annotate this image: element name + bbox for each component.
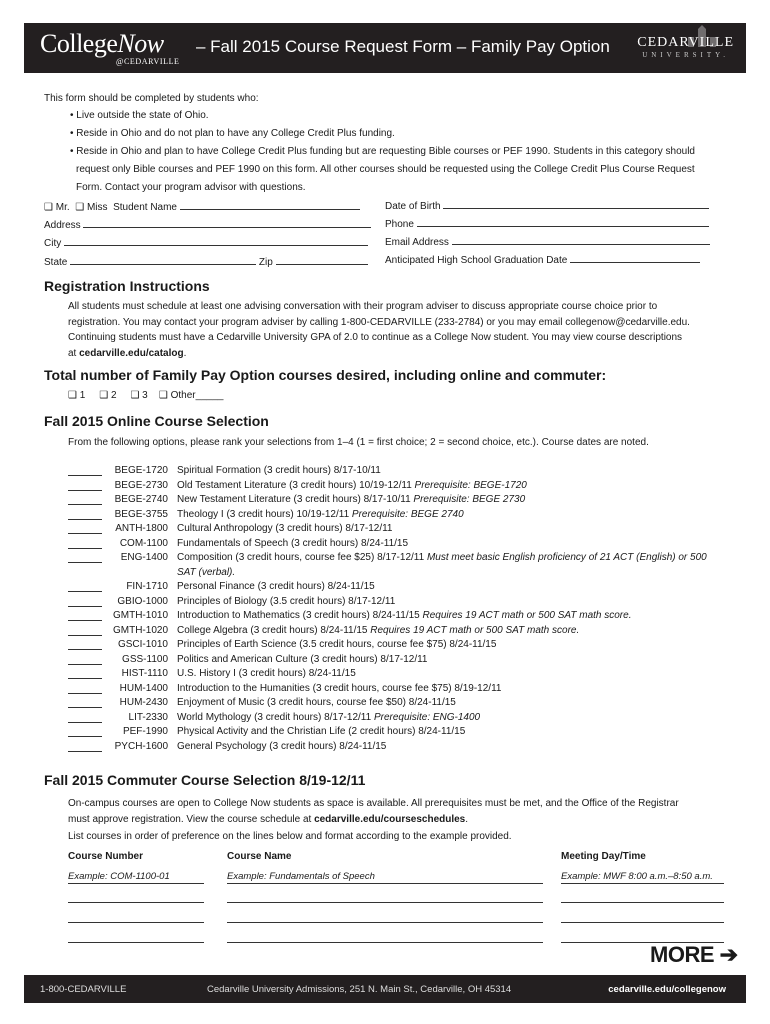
course-description: Physical Activity and the Christian Life (2 credit hours) 8/24-11/15 (177, 726, 466, 737)
state-field[interactable] (70, 256, 256, 265)
option-2-checkbox[interactable]: ❑ 2 (99, 390, 117, 401)
logo-college-text: College (40, 29, 118, 58)
mr-checkbox[interactable]: ❑ Mr. (44, 202, 70, 213)
course-code: FIN-1710 (126, 581, 168, 592)
course-code: HUM-1400 (119, 682, 168, 694)
student-name-field[interactable] (180, 201, 360, 210)
online-heading: Fall 2015 Online Course Selection (44, 413, 269, 429)
commuter-line-1: On-campus courses are open to College Now students as space is available. All prerequisites must be met, and the Office of the Registrar (68, 798, 679, 809)
city-field[interactable] (64, 237, 368, 246)
commuter-heading: Fall 2015 Commuter Course Selection 8/19-12/11 (44, 772, 366, 788)
course-code: BEGE-3755 (114, 508, 168, 520)
course-description: New Testament Literature (3 credit hours) 8/17-10/11 (177, 494, 411, 505)
meeting-time-line-2[interactable] (561, 922, 724, 923)
course-description: Principles of Biology (3.5 credit hours) 8/17-12/11 (177, 595, 396, 607)
course-row (68, 509, 728, 523)
course-description: Cultural Anthropology (3 credit hours) 8/17-12/11 (177, 523, 393, 534)
course-number-line-3[interactable] (68, 942, 204, 943)
intro-bullet-3-cont-2: Form. Contact your program advisor with questions. (76, 182, 306, 193)
example-course-number: Example: COM-1100-01 (68, 871, 170, 882)
option-other-checkbox[interactable]: ❑ Other_____ (158, 390, 224, 401)
intro-lead: This form should be completed by students who: (44, 93, 259, 104)
total-courses-heading: Total number of Family Pay Option courses desired, including online and commuter: (44, 367, 607, 383)
zip-label: Zip (258, 257, 273, 268)
phone-label: Phone (385, 219, 414, 230)
meeting-time-line-1[interactable] (561, 902, 724, 903)
course-description: Personal Finance (3 credit hours) 8/24-11/15 (177, 581, 375, 592)
course-code: BEGE-1720 (114, 465, 168, 476)
course-description: Old Testament Literature (3 credit hours) 10/19-12/11 (177, 479, 412, 491)
eng-note-continuation: SAT (verbal). (177, 566, 236, 578)
course-description: College Algebra (3 credit hours) 8/24-11/15 (177, 624, 368, 636)
email-label: Email Address (385, 237, 449, 248)
cu-name-text: CEDARVILLE (637, 35, 734, 50)
course-description: Spiritual Formation (3 credit hours) 8/17-10/11 (177, 465, 381, 476)
name-row (44, 201, 360, 213)
course-number-line-2[interactable] (68, 922, 204, 923)
registration-line-1: All students must schedule at least one advising conversation with their program adviser to discuss appropriate course choice prior to (68, 301, 658, 312)
phone-row (385, 218, 709, 230)
course-name-header: Course Name (227, 851, 292, 862)
course-code: PYCH-1600 (114, 740, 168, 752)
course-row (68, 596, 728, 610)
email-field[interactable] (452, 236, 710, 245)
miss-checkbox[interactable]: ❑ Miss (75, 202, 108, 213)
course-note: Must meet basic English proficiency of 21 ACT (English) or 500 (426, 552, 707, 563)
registration-line-4-pre: at (68, 347, 80, 359)
course-row (68, 480, 728, 494)
course-schedules-link[interactable]: cedarville.edu/courseschedules (314, 813, 466, 825)
course-row (68, 465, 728, 479)
grad-date-row (385, 254, 700, 266)
course-row (68, 625, 728, 639)
course-description: Introduction to the Humanities (3 credit hours, course fee $75) 8/19-12/11 (177, 682, 502, 694)
city-row (44, 237, 368, 249)
example-meeting-underline (561, 883, 724, 884)
intro-bullet-2: • Reside in Ohio and do not plan to have any College Credit Plus funding. (70, 128, 395, 139)
course-code: HUM-2430 (119, 697, 168, 708)
footer-bar (24, 975, 746, 1003)
registration-paragraph (68, 299, 728, 361)
course-code: GSS-1100 (122, 653, 168, 665)
course-row (68, 712, 728, 726)
grad-date-label: Anticipated High School Graduation Date (385, 255, 568, 266)
intro-bullet-1: • Live outside the state of Ohio. (70, 110, 209, 121)
state-zip-row (44, 256, 368, 268)
course-name-line-2[interactable] (227, 922, 543, 923)
course-code: GMTH-1020 (112, 624, 168, 636)
option-3-checkbox[interactable]: ❑ 3 (130, 390, 148, 401)
intro-bullet-3: • Reside in Ohio and plan to have College Credit Plus funding but are requesting Bible courses or PEF 1990. Students in this category should (70, 146, 695, 157)
commuter-line-2-pre: must approve registration. View the course schedule at (68, 813, 315, 825)
header-bar (24, 23, 746, 73)
course-code: GBIO-1000 (117, 595, 168, 607)
course-code: PEF-1990 (122, 726, 168, 737)
course-code: LIT-2330 (128, 711, 168, 723)
example-course-name: Example: Fundamentals of Speech (227, 871, 375, 882)
course-code: COM-1100 (119, 537, 168, 549)
course-description: World Mythology (3 credit hours) 8/17-12/11 (177, 711, 372, 723)
course-description: Principles of Earth Science (3.5 credit hours, course fee $75) 8/24-11/15 (177, 639, 497, 650)
course-note: Requires 19 ACT math or 500 SAT math score. (422, 610, 632, 621)
address-label: Address (44, 220, 81, 231)
course-note: Prerequisite: BEGE-1720 (414, 479, 527, 491)
cu-sub-text: UNIVERSITY. (642, 51, 730, 59)
course-description: General Psychology (3 credit hours) 8/24-11/15 (177, 740, 387, 752)
cedarville-university-logo (637, 35, 734, 59)
state-label: State (44, 257, 68, 268)
course-description: Introduction to Mathematics (3 credit hours) 8/24-11/15 (177, 610, 420, 621)
course-description: Enjoyment of Music (3 credit hours, course fee $50) 8/24-11/15 (177, 697, 456, 708)
footer-phone: 1-800-CEDARVILLE (40, 984, 127, 995)
form-title: – Fall 2015 Course Request Form – Family Pay Option (196, 37, 610, 56)
course-note: Requires 19 ACT math or 500 SAT math score. (370, 624, 580, 636)
college-now-logo (40, 31, 190, 67)
course-row (68, 683, 728, 697)
dob-row (385, 200, 709, 212)
course-description: U.S. History I (3 credit hours) 8/24-11/15 (177, 668, 356, 679)
dob-field[interactable] (443, 200, 709, 209)
course-row (68, 494, 728, 508)
dob-label: Date of Birth (385, 201, 441, 212)
meeting-time-header: Meeting Day/Time (561, 851, 646, 862)
course-number-header: Course Number (68, 851, 144, 862)
course-code: GMTH-1010 (112, 610, 168, 621)
intro-bullet-3-cont-1: request only Bible courses and PEF 1990 on this form. All other courses should be requested using the College Credit Plus Course Request (76, 164, 695, 175)
course-row (68, 741, 728, 755)
commuter-line-2-post: . (465, 813, 469, 825)
catalog-link[interactable]: cedarville.edu/catalog (79, 347, 184, 359)
course-note: Prerequisite: BEGE 2730 (413, 494, 526, 505)
course-row (68, 654, 728, 668)
course-row (68, 639, 728, 653)
phone-field[interactable] (417, 218, 709, 227)
example-meeting-time: Example: MWF 8:00 a.m.–8:50 a.m. (561, 871, 713, 882)
registration-line-2: registration. You may contact your program adviser by calling 1-800-CEDARVILLE (233-2784) or you may email collegenow@cedarville.edu. (68, 316, 690, 328)
course-row (68, 538, 728, 552)
course-row (68, 552, 728, 566)
option-1-checkbox[interactable]: ❑ 1 (68, 390, 86, 401)
commuter-paragraph (68, 796, 728, 827)
commuter-line-3: List courses in order of preference on the lines below and format according to the example provided. (68, 831, 512, 842)
course-description: Theology I (3 credit hours) 10/19-12/11 (177, 508, 350, 520)
city-label: City (44, 238, 62, 249)
address-row (44, 219, 371, 231)
course-row (68, 610, 728, 624)
course-number-line-1[interactable] (68, 902, 204, 903)
course-name-line-3[interactable] (227, 942, 543, 943)
course-row (68, 668, 728, 682)
course-code: BEGE-2740 (114, 494, 168, 505)
course-code: ENG-1400 (120, 552, 168, 563)
course-row (68, 523, 728, 537)
course-description: Composition (3 credit hours, course fee $25) 8/17-12/11 (177, 552, 425, 563)
registration-line-4-post: . (183, 347, 187, 359)
logo-sub-text: @CEDARVILLE (116, 57, 180, 66)
course-code: ANTH-1800 (115, 523, 168, 534)
example-name-underline (227, 883, 543, 884)
course-note: Prerequisite: BEGE 2740 (351, 508, 464, 520)
course-description: Fundamentals of Speech (3 credit hours) 8/24-11/15 (177, 537, 409, 549)
course-row (68, 726, 728, 740)
course-row (68, 581, 728, 595)
course-description: Politics and American Culture (3 credit hours) 8/17-12/11 (177, 653, 428, 665)
registration-heading: Registration Instructions (44, 278, 210, 294)
example-number-underline (68, 883, 204, 884)
tower-icon (684, 25, 720, 47)
course-name-line-1[interactable] (227, 902, 543, 903)
zip-field[interactable] (276, 256, 368, 265)
course-note: Prerequisite: ENG-1400 (373, 711, 481, 723)
address-field[interactable] (83, 219, 371, 228)
more-indicator: MORE ➔ (650, 942, 738, 967)
logo-now-text: Now (117, 29, 164, 58)
course-code: GSCI-1010 (117, 639, 168, 650)
registration-line-3: Continuing students must have a Cedarville University GPA of 2.0 to continue as a College Now student. You may view course descriptions (68, 332, 683, 343)
student-name-label: Student Name (113, 202, 177, 213)
email-row (385, 236, 710, 248)
footer-address: Cedarville University Admissions, 251 N. Main St., Cedarville, OH 45314 (207, 984, 512, 995)
footer-url[interactable]: cedarville.edu/collegenow (608, 984, 726, 995)
course-code: HIST-1110 (121, 668, 168, 679)
course-row (68, 697, 728, 711)
grad-date-field[interactable] (570, 254, 700, 263)
total-options (68, 390, 223, 401)
course-code: BEGE-2730 (114, 479, 168, 491)
online-instructions: From the following options, please rank your selections from 1–4 (1 = first choice; 2 = second choice, etc.). Course dates are noted. (68, 437, 649, 448)
